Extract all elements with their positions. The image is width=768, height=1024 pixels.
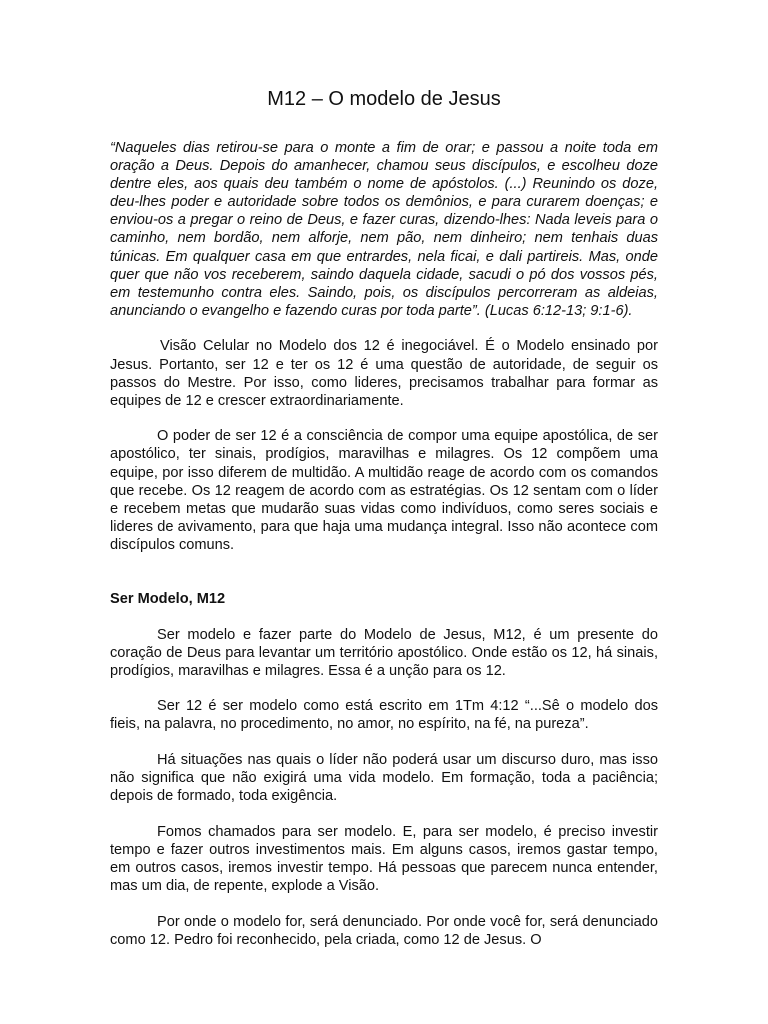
- paragraph-vision: Visão Celular no Modelo dos 12 é inegociável. É o Modelo ensinado por Jesus. Portanto, ser 12 e ter os 12 é uma questão de autoridade, de seguir os passos do Mestre. Por isso, como lideres, precisamos trabalhar para formar as equipes de 12 e crescer extraordinariamente.: [110, 338, 658, 409]
- paragraph-denounced: Por onde o modelo for, será denunciado. Por onde você for, será denunciado como 12. Pedro foi reconhecido, pela criada, como 12 de Jesus. O: [110, 913, 658, 948]
- paragraph-be-model: Ser modelo e fazer parte do Modelo de Jesus, M12, é um presente do coração de Deus para levantar um território apostólico. Onde estão os 12, há sinais, prodígios, maravilhas e milagres. Essa é a unção para os 12.: [110, 626, 658, 679]
- document-title: M12 – O modelo de Jesus: [267, 88, 501, 110]
- paragraph-1tm: Ser 12 é ser modelo como está escrito em 1Tm 4:12 “...Sê o modelo dos fieis, na palavra, no procedimento, no amor, no espírito, na fé, na pureza”.: [110, 698, 658, 733]
- document-body: [110, 139, 658, 966]
- paragraph-called: Fomos chamados para ser modelo. E, para ser modelo, é preciso investir tempo e fazer outros investimentos mais. Em alguns casos, iremos gastar tempo, em outros casos, iremos investir tempo. Há pessoas que parecem nunca entender, mas um dia, de repente, explode a Visão.: [110, 823, 658, 895]
- section-heading: Ser Modelo, M12: [110, 590, 226, 607]
- paragraph-power-of-12: O poder de ser 12 é a consciência de compor uma equipe apostólica, de ser apostólico, ter sinais, prodígios, maravilhas e milagres. Os 12 compõem uma equipe, por isso diferem de multidão. A multidão reage de acordo com os comandos que recebe. Os 12 reagem de acordo com as estratégias. Os 12 sentam com o líder e recebem metas que mudarão suas vidas como indivíduos, como seres sociais e lideres de avivamento, para que haja uma mudança integral. Isso não acontece com discípulos comuns.: [110, 428, 658, 553]
- paragraph-situations: Há situações nas quais o líder não poderá usar um discurso duro, mas isso não significa que não exigirá uma vida modelo. Em formação, toda a paciência; depois de formado, toda exigência.: [110, 752, 658, 805]
- scripture-quote: “Naqueles dias retirou-se para o monte a fim de orar; e passou a noite toda em oração a Deus. Depois do amanhecer, chamou seus discípulos, e escolheu doze dentre eles, aos quais deu também o nome de apóstolos. (...) Reunindo os doze, deu-lhes poder e autoridade sobre todos os demônios, e para curarem doenças; e enviou-os a pregar o reino de Deus, e fazer curas, dizendo-lhes: Nada leveis para o caminho, nem bordão, nem alforje, nem pão, nem dinheiro; nem tenhais duas túnicas. Em qualquer casa em que entrardes, nela ficai, e dali partireis. Mas, onde quer que não vos receberem, saindo daquela cidade, sacudi o pó dos vossos pés, em testemunho contra eles. Saindo, pois, os discípulos percorreram as aldeias, anunciando o evangelho e fazendo curas por toda parte”. (Lucas 6:12-13; 9:1-6).: [110, 140, 658, 319]
